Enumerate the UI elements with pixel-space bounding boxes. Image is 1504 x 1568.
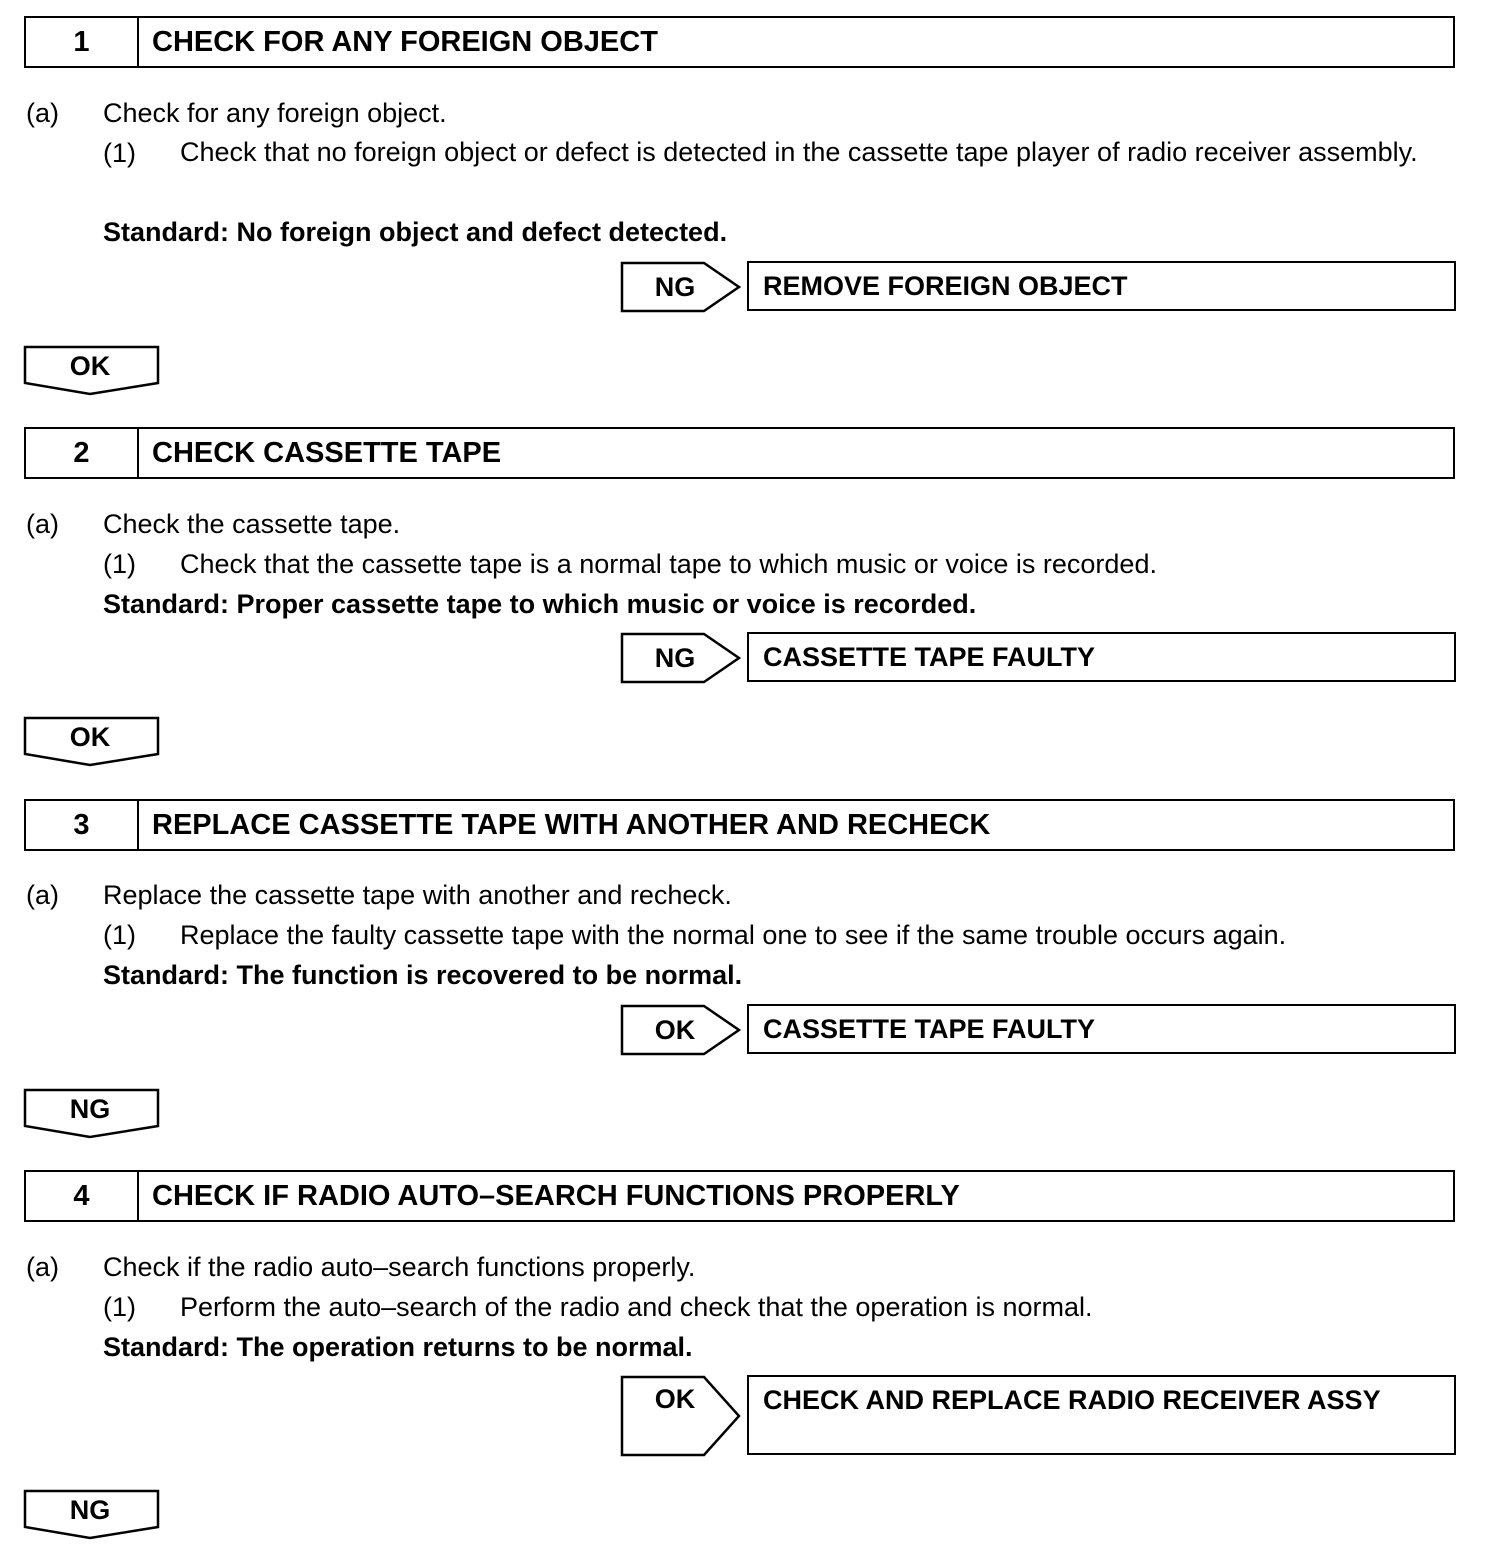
branch-result-box <box>747 632 1456 682</box>
branch-arrow <box>620 1004 742 1056</box>
step-title: CHECK CASSETTE TAPE <box>152 437 502 469</box>
branch-arrow <box>620 1375 742 1457</box>
branch-result-box <box>747 1375 1456 1455</box>
sub-1-label: (1) <box>103 1292 136 1322</box>
sub-a-label: (a) <box>26 880 59 910</box>
sub-a-text: Check for any foreign object. <box>103 98 447 128</box>
standard-text: Standard: No foreign object and defect detected. <box>103 217 728 247</box>
branch-label: NG <box>654 643 696 673</box>
next-arrow <box>23 1489 161 1541</box>
sub-1-text: Perform the auto–search of the radio and check that the operation is normal. <box>180 1292 1093 1322</box>
sub-a-text: Replace the cassette tape with another and recheck. <box>103 880 732 910</box>
next-label: OK <box>69 722 111 752</box>
step-1 <box>0 16 1504 396</box>
step-header <box>24 16 1455 68</box>
sub-1-text: Check that no foreign object or defect is detected in the cassette tape player of radio receiver assembly. <box>180 137 1418 167</box>
next-label: NG <box>69 1495 111 1525</box>
branch-result: CHECK AND REPLACE RADIO RECEIVER ASSY <box>763 1385 1381 1415</box>
standard-text: Standard: The function is recovered to be normal. <box>103 960 743 990</box>
branch-label: OK <box>654 1384 696 1414</box>
step-2 <box>0 427 1504 807</box>
sub-1-label: (1) <box>103 549 136 579</box>
step-4 <box>0 1170 1504 1550</box>
branch-result: REMOVE FOREIGN OBJECT <box>763 271 1128 301</box>
sub-a-text: Check if the radio auto–search functions properly. <box>103 1252 696 1282</box>
step-title: REPLACE CASSETTE TAPE WITH ANOTHER AND RECHECK <box>152 809 991 841</box>
step-3 <box>0 799 1504 1179</box>
next-label: OK <box>69 351 111 381</box>
sub-a-label: (a) <box>26 1252 59 1282</box>
sub-a-label: (a) <box>26 509 59 539</box>
sub-1-label: (1) <box>103 920 136 950</box>
next-arrow <box>23 345 161 397</box>
sub-a-label: (a) <box>26 98 59 128</box>
step-number: 4 <box>26 1172 139 1220</box>
next-arrow <box>23 1088 161 1140</box>
step-header <box>24 427 1455 479</box>
branch-label: OK <box>654 1015 696 1045</box>
standard-text: Standard: The operation returns to be normal. <box>103 1332 693 1362</box>
branch-label: NG <box>654 272 696 302</box>
next-label: NG <box>69 1094 111 1124</box>
branch-arrow <box>620 261 742 313</box>
step-number: 1 <box>26 18 139 66</box>
standard-text: Standard: Proper cassette tape to which music or voice is recorded. <box>103 589 977 619</box>
sub-1-label: (1) <box>103 138 136 168</box>
step-number: 3 <box>26 801 139 849</box>
sub-1-text: Check that the cassette tape is a normal tape to which music or voice is recorded. <box>180 549 1157 579</box>
branch-result: CASSETTE TAPE FAULTY <box>763 642 1096 672</box>
step-header <box>24 1170 1455 1222</box>
branch-result-box <box>747 261 1456 311</box>
branch-result-box <box>747 1004 1456 1054</box>
branch-arrow <box>620 632 742 684</box>
branch-result: CASSETTE TAPE FAULTY <box>763 1014 1096 1044</box>
step-header <box>24 799 1455 851</box>
next-arrow <box>23 716 161 768</box>
step-number: 2 <box>26 429 139 477</box>
sub-a-text: Check the cassette tape. <box>103 509 401 539</box>
sub-1-text: Replace the faulty cassette tape with the normal one to see if the same trouble occurs again. <box>180 920 1287 950</box>
step-title: CHECK IF RADIO AUTO–SEARCH FUNCTIONS PROPERLY <box>152 1180 960 1212</box>
step-title: CHECK FOR ANY FOREIGN OBJECT <box>152 26 658 58</box>
